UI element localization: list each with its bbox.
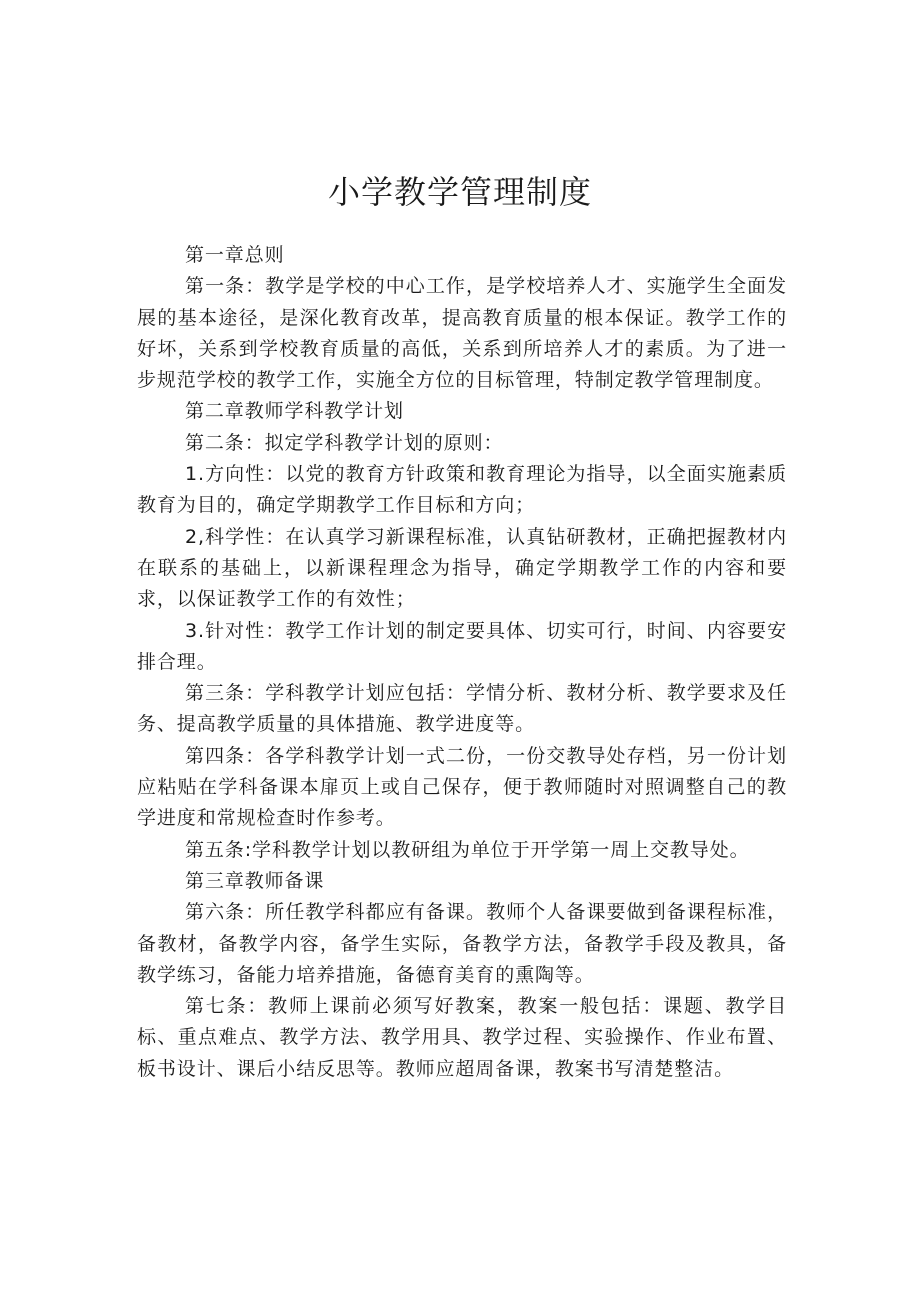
article-paragraph: 第二条：拟定学科教学计划的原则： [185, 431, 504, 454]
list-item-paragraph: 2,科学性：在认真学习新课程标准，认真钻研教材，正确把握教材内在联系的基础上，以新课程理念为指导，确定学期教学工作的内容和要求，以保证教学工作的有效性； [137, 525, 787, 611]
list-item-paragraph: 3.针对性：教学工作计划的制定要具体、切实可行，时间、内容要安排合理。 [137, 619, 787, 673]
document-title: 小学教学管理制度 [327, 173, 592, 211]
article-paragraph: 第三条：学科教学计划应包括：学情分析、教材分析、教学要求及任务、提高教学质量的具体措施、教学进度等。 [137, 682, 787, 736]
article-paragraph: 第四条：各学科教学计划一式二份，一份交教导处存档，另一份计划应粘贴在学科备课本扉页上或自己保存，便于教师随时对照调整自己的教学进度和常规检查时作参考。 [137, 744, 787, 830]
article-paragraph: 第五条:学科教学计划以教研组为单位于开学第一周上交教导处。 [185, 838, 750, 861]
chapter-heading: 第二章教师学科教学计划 [185, 400, 404, 423]
chapter-heading: 第一章总则 [185, 244, 285, 266]
article-paragraph: 第一条：教学是学校的中心工作，是学校培养人才、实施学生全面发展的基本途径，是深化教育改革，提高教育质量的根本保证。教学工作的好坏，关系到学校教育质量的高低，关系到所培养人才的素质。为了进一步规范学校的教学工作，实施全方位的目标管理，特制定教学管理制度。 [137, 275, 787, 392]
list-item-paragraph: 1.方向性：以党的教育方针政策和教育理论为指导，以全面实施素质教育为目的，确定学期教学工作目标和方向； [137, 463, 787, 517]
article-paragraph: 第六条：所任教学科都应有备课。教师个人备课要做到备课程标准，备教材，备教学内容，备学生实际，备教学方法，备教学手段及教具，备教学练习，备能力培养措施，备德育美育的熏陶等。 [137, 901, 787, 986]
chapter-heading: 第三章教师备课 [185, 869, 325, 892]
article-paragraph: 第七条：教师上课前必须写好教案，教案一般包括：课题、教学目标、重点难点、教学方法、教学用具、教学过程、实验操作、作业布置、板书设计、课后小结反思等。教师应超周备课，教案书写清楚整洁。 [137, 995, 787, 1080]
document-body [137, 240, 787, 1085]
